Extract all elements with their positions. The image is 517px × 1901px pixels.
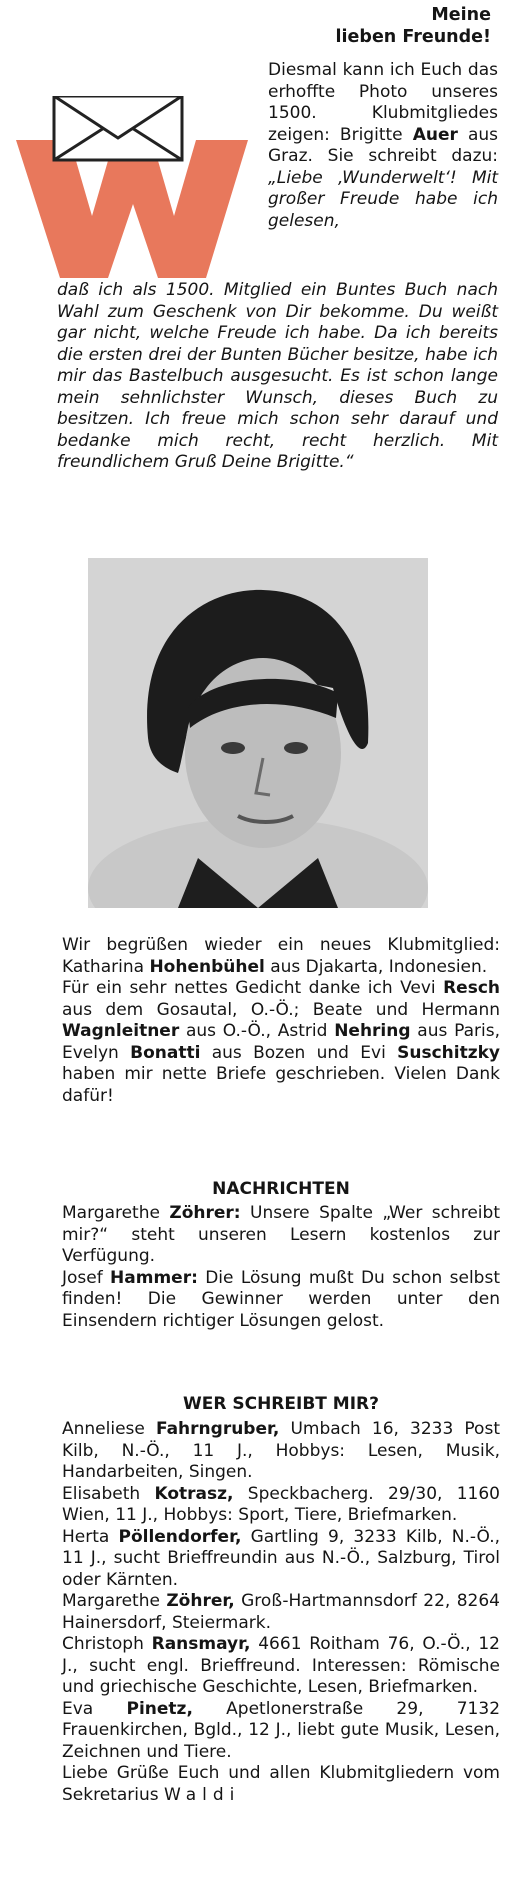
- name-zoehrer: Zöhrer:: [169, 1203, 241, 1223]
- penpal-entry: Christoph Ransmayr, 4661 Roitham 76, O.-Ö., 12 J., sucht engl. Brieffreund. Interessen: Römische und griechische Geschichte, Lesen, Briefmarken.: [62, 1634, 500, 1697]
- signature: Waldi: [164, 1784, 241, 1805]
- news-heading: NACHRICHTEN: [212, 1179, 350, 1199]
- closing: Liebe Grüße Euch und allen Klubmitgliedern vom Sekretarius Waldi: [62, 1763, 500, 1805]
- penpal-entry: Margarethe Zöhrer, Groß-Hartmannsdorf 22, 8264 Hainersdorf, Steiermark.: [62, 1591, 500, 1633]
- club-logo: [16, 96, 248, 278]
- page-title: [271, 4, 491, 48]
- name-resch: Resch: [443, 978, 500, 998]
- penpal-entry: Anneliese Fahrngruber, Umbach 16, 3233 Post Kilb, N.-Ö., 11 J., Hobbys: Lesen, Musik, Handarbeiten, Singen.: [62, 1419, 500, 1482]
- penpal-entry: Elisabeth Kotrasz, Speckbacherg. 29/30, 1160 Wien, 11 J., Hobbys: Sport, Tiere, Briefmarken.: [62, 1483, 500, 1525]
- title-line-2: lieben Freunde!: [335, 27, 491, 47]
- welcome-section: [62, 935, 500, 1107]
- name-wagnleitner: Wagnleitner: [62, 1021, 180, 1041]
- member-name: Auer: [412, 124, 458, 145]
- envelope-icon: [54, 96, 182, 160]
- intro-text: [268, 60, 498, 232]
- news-item: Josef Hammer: Die Lösung mußt Du schon selbst finden! Die Gewinner werden unter den Einsendern richtiger Lösungen gelost.: [62, 1267, 500, 1331]
- name-hammer: Hammer:: [110, 1267, 198, 1288]
- title-line-1: Meine: [431, 5, 491, 25]
- name-nehring: Nehring: [334, 1021, 411, 1041]
- letter-quote: daß ich als 1500. Mitglied ein Buntes Buch nach Wahl zum Geschenk von Dir bekomme. Du weißt gar nicht, welche Freude ich habe. Da ich bereits die ersten drei der Bunten Bücher besitze, habe ich mir das Bastelbuch ausgesucht. Es ist schon lange mein sehnlichster Wunsch, dieses Buch zu besitzen. Ich freue mich schon sehr darauf und bedanke mich recht, recht herzlich. Mit freundlichem Gruß Deine Brigitte.“: [57, 280, 498, 472]
- penpal-section: [62, 1419, 500, 1806]
- name-bonatti: Bonatti: [130, 1042, 201, 1063]
- logo-graphic: [16, 96, 248, 278]
- welcome-paragraph: Wir begrüßen wieder ein neues Klubmitglied: Katharina Hohenbühel aus Djakarta, Indonesien.: [62, 935, 500, 977]
- news-section: [62, 1203, 500, 1332]
- thanks-paragraph: Für ein sehr nettes Gedicht danke ich Vevi Resch aus dem Gosautal, O.-Ö.; Beate und Hermann Wagnleitner aus O.-Ö., Astrid Nehring aus Paris, Evelyn Bonatti aus Bozen und Evi Suschitzky haben mir nette Briefe geschrieben. Vielen Dank dafür!: [62, 978, 500, 1106]
- penpal-entry: Eva Pinetz, Apetlonerstraße 29, 7132 Frauenkirchen, Bgld., 12 J., liebt gute Musik, Lesen, Zeichnen und Tiere.: [62, 1698, 501, 1762]
- news-item: Margarethe Zöhrer: Unsere Spalte „Wer schreibt mir?“ steht unseren Lesern kostenlos zur Verfügung.: [62, 1203, 500, 1266]
- intro-sentence-tail: aus Graz. Sie schreibt dazu:: [268, 124, 498, 166]
- intro-sentence: Diesmal kann ich Euch das erhoffte Photo unseres 1500. Klubmitgliedes zeigen: Brigitte: [268, 60, 498, 145]
- name-suschitzky: Suschitzky: [397, 1042, 500, 1063]
- portrait-image: [88, 558, 428, 908]
- letter-quote-start: „Liebe ‚Wunderwelt‘! Mit großer Freude habe ich gelesen,: [268, 167, 498, 231]
- member-photo: [88, 558, 428, 908]
- penpal-heading: WER SCHREIBT MIR?: [182, 1394, 379, 1414]
- name-hohenbuehel: Hohenbühel: [149, 956, 265, 977]
- penpal-entry: Herta Pöllendorfer, Gartling 9, 3233 Kilb, N.-Ö., 11 J., sucht Brieffreundin aus N.-Ö., Salzburg, Tirol oder Kärnten.: [62, 1526, 501, 1590]
